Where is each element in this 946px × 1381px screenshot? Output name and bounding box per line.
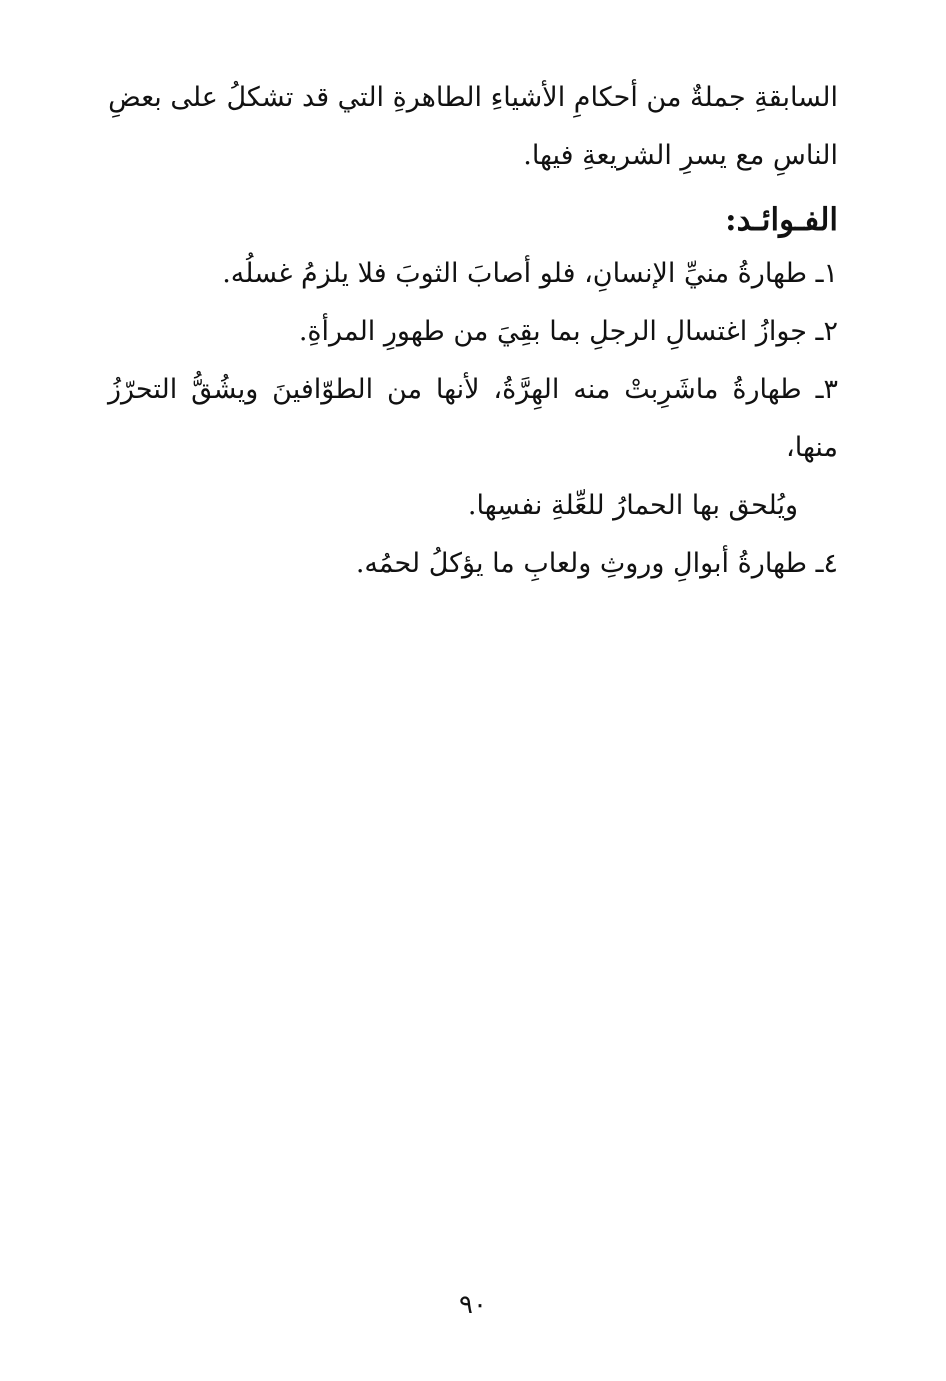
list-item: ٣ـ طهارةُ ماشَرِبتْ منه الهِرَّةُ، لأنها من الطوّافينَ ويشُقُّ التحرّزُ منها،: [108, 374, 838, 463]
intro-line: السابقةِ جملةٌ من أحكامِ الأشياءِ الطاهرةِ التي قد تشكلُ على بعضِ: [108, 82, 838, 113]
intro-paragraph: [108, 69, 838, 185]
list-item: ٢ـ جوازُ اغتسالِ الرجلِ بما بقِيَ من طهورِ المرأةِ.: [298, 316, 838, 347]
list-item-continuation: ويُلحق بها الحمارُ للعِّلةِ نفسِها.: [467, 490, 798, 521]
list-item: ١ـ طهارةُ منيِّ الإنسانِ، فلو أصابَ الثوبَ فلا يلزمُ غسلُه.: [222, 258, 838, 289]
section-heading: الفـوائـد:: [725, 202, 838, 238]
intro-line: الناسِ مع يسرِ الشريعةِ فيها.: [523, 140, 838, 171]
page-number: ٩٠: [459, 1290, 487, 1320]
list-item: ٤ـ طهارةُ أبوالِ وروثِ ولعابِ ما يؤكلُ لحمُه.: [355, 548, 838, 579]
benefits-list: [108, 245, 838, 593]
